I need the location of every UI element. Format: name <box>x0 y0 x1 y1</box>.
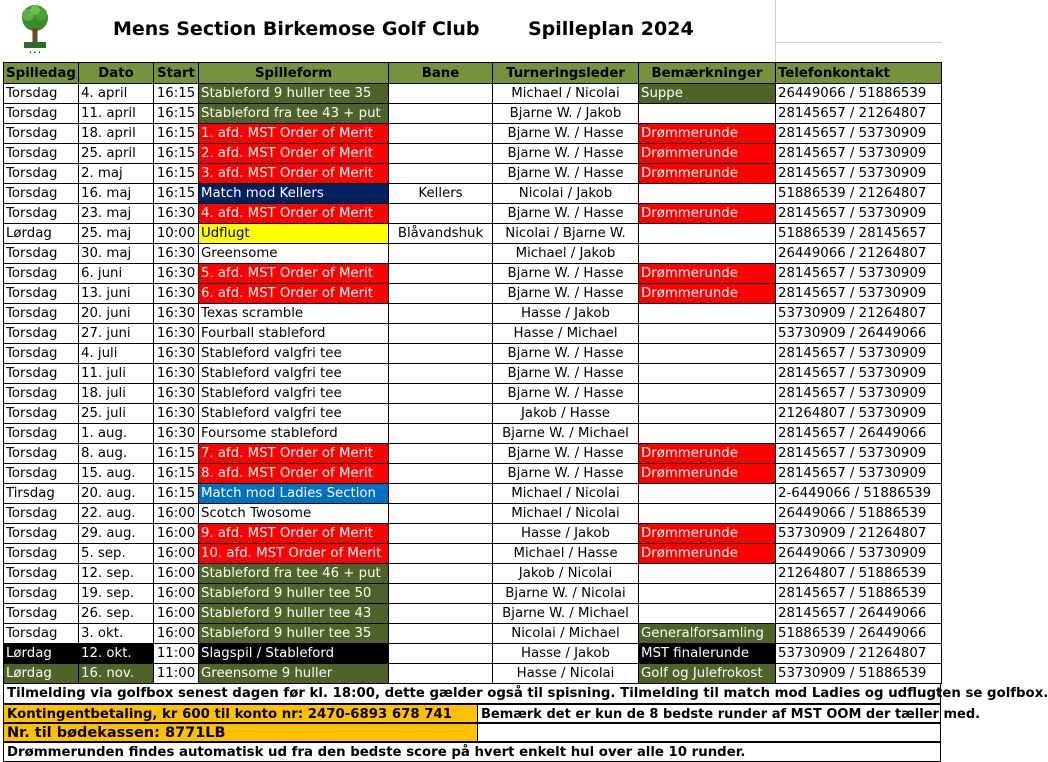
cell-format: Stableford valgfri tee <box>199 344 389 364</box>
cell-remark <box>639 344 776 364</box>
cell-date: 16. maj <box>79 184 154 204</box>
cell-course <box>389 344 493 364</box>
cell-start: 16:00 <box>154 584 199 604</box>
cell-day: Torsdag <box>4 524 79 544</box>
cell-day: Torsdag <box>4 184 79 204</box>
cell-remark: Drømmerunde <box>639 544 776 564</box>
cell-leader: Michael / Nicolai <box>493 484 639 504</box>
cell-date: 5. sep. <box>79 544 154 564</box>
cell-date: 11. april <box>79 104 154 124</box>
cell-day: Lørdag <box>4 664 79 684</box>
cell-format: Stableford fra tee 46 + put <box>199 564 389 584</box>
cell-day: Torsdag <box>4 624 79 644</box>
table-row <box>4 104 942 124</box>
cell-leader: Hasse / Jakob <box>493 304 639 324</box>
cell-day: Torsdag <box>4 564 79 584</box>
cell-phone: 28145657 / 53730909 <box>776 144 942 164</box>
cell-leader: Nicolai / Bjarne W. <box>493 224 639 244</box>
cell-course <box>389 164 493 184</box>
cell-course: Blåvandshuk <box>389 224 493 244</box>
cell-remark: Drømmerunde <box>639 464 776 484</box>
cell-remark <box>639 504 776 524</box>
cell-leader: Michael / Nicolai <box>493 504 639 524</box>
cell-day: Torsdag <box>4 464 79 484</box>
golf-club-tree-logo-icon <box>18 4 52 56</box>
cell-format: Stableford valgfri tee <box>199 404 389 424</box>
cell-start: 16:15 <box>154 444 199 464</box>
cell-day: Torsdag <box>4 84 79 104</box>
cell-start: 16:15 <box>154 484 199 504</box>
cell-phone: 53730909 / 21264807 <box>776 524 942 544</box>
cell-course <box>389 624 493 644</box>
cell-leader: Bjarne W. / Nicolai <box>493 584 639 604</box>
cell-phone: 28145657 / 26449066 <box>776 604 942 624</box>
cell-leader: Bjarne W. / Hasse <box>493 164 639 184</box>
cell-start: 16:30 <box>154 264 199 284</box>
cell-day: Torsdag <box>4 164 79 184</box>
cell-leader: Bjarne W. / Hasse <box>493 464 639 484</box>
cell-phone: 26449066 / 53730909 <box>776 544 942 564</box>
cell-day: Torsdag <box>4 424 79 444</box>
cell-date: 12. okt. <box>79 644 154 664</box>
cell-date: 3. okt. <box>79 624 154 644</box>
cell-remark: Drømmerunde <box>639 524 776 544</box>
footer-dream-round-note: Drømmerunden findes automatisk ud fra den bedste score på hvert enkelt hul over alle 10 runder. <box>3 742 941 762</box>
column-header: Spilledag <box>4 63 79 84</box>
cell-date: 20. aug. <box>79 484 154 504</box>
table-row <box>4 224 942 244</box>
cell-phone: 28145657 / 53730909 <box>776 264 942 284</box>
cell-leader: Bjarne W. / Michael <box>493 604 639 624</box>
cell-format: Stableford valgfri tee <box>199 364 389 384</box>
cell-date: 2. maj <box>79 164 154 184</box>
cell-format: 3. afd. MST Order of Merit <box>199 164 389 184</box>
schedule-table <box>3 62 942 684</box>
table-row <box>4 644 942 664</box>
cell-course <box>389 264 493 284</box>
cell-phone: 53730909 / 21264807 <box>776 304 942 324</box>
cell-leader: Bjarne W. / Hasse <box>493 124 639 144</box>
column-header: Bane <box>389 63 493 84</box>
cell-start: 16:00 <box>154 604 199 624</box>
cell-start: 16:30 <box>154 244 199 264</box>
cell-remark <box>639 384 776 404</box>
table-row <box>4 384 942 404</box>
column-header: Dato <box>79 63 154 84</box>
table-row <box>4 444 942 464</box>
cell-phone: 26449066 / 21264807 <box>776 244 942 264</box>
cell-course <box>389 524 493 544</box>
cell-phone: 28145657 / 53730909 <box>776 364 942 384</box>
cell-date: 18. juli <box>79 384 154 404</box>
cell-course <box>389 604 493 624</box>
cell-course <box>389 404 493 424</box>
cell-date: 12. sep. <box>79 564 154 584</box>
cell-phone: 26449066 / 51886539 <box>776 84 942 104</box>
footer-empty-cell <box>477 723 941 742</box>
table-header-row <box>4 63 942 84</box>
cell-course <box>389 664 493 684</box>
cell-format: 7. afd. MST Order of Merit <box>199 444 389 464</box>
table-row <box>4 484 942 504</box>
cell-remark: Drømmerunde <box>639 204 776 224</box>
cell-course <box>389 384 493 404</box>
cell-start: 16:15 <box>154 164 199 184</box>
cell-start: 11:00 <box>154 644 199 664</box>
cell-day: Torsdag <box>4 304 79 324</box>
cell-format: Stableford 9 huller tee 35 <box>199 84 389 104</box>
cell-start: 16:30 <box>154 364 199 384</box>
column-header: Spilleform <box>199 63 389 84</box>
table-row <box>4 144 942 164</box>
cell-remark: Drømmerunde <box>639 264 776 284</box>
cell-day: Torsdag <box>4 244 79 264</box>
cell-start: 16:30 <box>154 324 199 344</box>
cell-format: Stableford fra tee 43 + put <box>199 104 389 124</box>
cell-phone: 51886539 / 21264807 <box>776 184 942 204</box>
column-header: Start <box>154 63 199 84</box>
cell-phone: 51886539 / 26449066 <box>776 624 942 644</box>
cell-remark <box>639 364 776 384</box>
column-header: Bemærkninger <box>639 63 776 84</box>
cell-course <box>389 304 493 324</box>
cell-leader: Jakob / Nicolai <box>493 564 639 584</box>
cell-format: Scotch Twosome <box>199 504 389 524</box>
table-row <box>4 564 942 584</box>
cell-day: Torsdag <box>4 284 79 304</box>
cell-remark: Drømmerunde <box>639 164 776 184</box>
cell-remark <box>639 324 776 344</box>
table-row <box>4 124 942 144</box>
cell-day: Torsdag <box>4 204 79 224</box>
cell-leader: Bjarne W. / Michael <box>493 424 639 444</box>
cell-day: Lørdag <box>4 644 79 664</box>
cell-format: Foursome stableford <box>199 424 389 444</box>
cell-remark: Generalforsamling <box>639 624 776 644</box>
cell-course <box>389 544 493 564</box>
cell-format: Match mod Ladies Section <box>199 484 389 504</box>
cell-date: 25. april <box>79 144 154 164</box>
cell-date: 29. aug. <box>79 524 154 544</box>
cell-phone: 51886539 / 28145657 <box>776 224 942 244</box>
cell-remark: Drømmerunde <box>639 144 776 164</box>
cell-phone: 53730909 / 21264807 <box>776 644 942 664</box>
cell-remark <box>639 584 776 604</box>
cell-leader: Hasse / Michael <box>493 324 639 344</box>
cell-start: 16:00 <box>154 544 199 564</box>
divider <box>775 0 776 62</box>
cell-remark <box>639 404 776 424</box>
table-row <box>4 404 942 424</box>
cell-date: 16. nov. <box>79 664 154 684</box>
cell-format: 10. afd. MST Order of Merit <box>199 544 389 564</box>
cell-format: 5. afd. MST Order of Merit <box>199 264 389 284</box>
cell-start: 16:00 <box>154 504 199 524</box>
cell-phone: 28145657 / 21264807 <box>776 104 942 124</box>
cell-remark: Golf og Julefrokost <box>639 664 776 684</box>
cell-leader: Bjarne W. / Hasse <box>493 364 639 384</box>
cell-leader: Bjarne W. / Hasse <box>493 284 639 304</box>
cell-day: Torsdag <box>4 124 79 144</box>
cell-start: 16:00 <box>154 524 199 544</box>
cell-format: 1. afd. MST Order of Merit <box>199 124 389 144</box>
cell-format: 9. afd. MST Order of Merit <box>199 524 389 544</box>
cell-start: 16:15 <box>154 124 199 144</box>
cell-leader: Bjarne W. / Hasse <box>493 264 639 284</box>
cell-phone: 28145657 / 51886539 <box>776 584 942 604</box>
table-row <box>4 424 942 444</box>
cell-leader: Hasse / Jakob <box>493 524 639 544</box>
table-row <box>4 624 942 644</box>
cell-phone: 28145657 / 53730909 <box>776 384 942 404</box>
cell-date: 1. aug. <box>79 424 154 444</box>
cell-date: 25. maj <box>79 224 154 244</box>
cell-leader: Bjarne W. / Jakob <box>493 104 639 124</box>
cell-day: Torsdag <box>4 504 79 524</box>
cell-leader: Nicolai / Michael <box>493 624 639 644</box>
cell-remark: Drømmerunde <box>639 124 776 144</box>
cell-start: 10:00 <box>154 224 199 244</box>
cell-phone: 53730909 / 26449066 <box>776 324 942 344</box>
cell-day: Torsdag <box>4 584 79 604</box>
table-row <box>4 664 942 684</box>
cell-day: Torsdag <box>4 544 79 564</box>
cell-date: 4. juli <box>79 344 154 364</box>
svg-text:• • •: • • • <box>28 50 42 56</box>
cell-date: 30. maj <box>79 244 154 264</box>
table-row <box>4 544 942 564</box>
title-bar <box>0 0 942 62</box>
cell-remark <box>639 184 776 204</box>
table-row <box>4 344 942 364</box>
cell-start: 16:15 <box>154 144 199 164</box>
cell-format: Udflugt <box>199 224 389 244</box>
cell-leader: Michael / Hasse <box>493 544 639 564</box>
table-row <box>4 324 942 344</box>
cell-phone: 28145657 / 53730909 <box>776 344 942 364</box>
cell-date: 27. juni <box>79 324 154 344</box>
cell-date: 8. aug. <box>79 444 154 464</box>
cell-remark: Drømmerunde <box>639 284 776 304</box>
table-row <box>4 244 942 264</box>
cell-day: Torsdag <box>4 344 79 364</box>
cell-phone: 28145657 / 53730909 <box>776 284 942 304</box>
cell-start: 16:30 <box>154 284 199 304</box>
cell-course <box>389 484 493 504</box>
table-row <box>4 524 942 544</box>
cell-phone: 28145657 / 53730909 <box>776 444 942 464</box>
cell-date: 19. sep. <box>79 584 154 604</box>
footer-fine-account: Nr. til bødekassen: 8771LB <box>3 723 478 742</box>
table-row <box>4 364 942 384</box>
cell-remark <box>639 244 776 264</box>
table-row <box>4 464 942 484</box>
cell-course <box>389 464 493 484</box>
cell-phone: 53730909 / 51886539 <box>776 664 942 684</box>
cell-start: 16:15 <box>154 84 199 104</box>
cell-start: 16:30 <box>154 424 199 444</box>
cell-date: 26. sep. <box>79 604 154 624</box>
table-row <box>4 204 942 224</box>
cell-day: Torsdag <box>4 264 79 284</box>
cell-remark <box>639 104 776 124</box>
table-row <box>4 604 942 624</box>
cell-day: Torsdag <box>4 444 79 464</box>
cell-date: 11. juli <box>79 364 154 384</box>
cell-course <box>389 564 493 584</box>
cell-course: Kellers <box>389 184 493 204</box>
cell-date: 23. maj <box>79 204 154 224</box>
cell-phone: 26449066 / 51886539 <box>776 504 942 524</box>
page-subtitle: Spilleplan 2024 <box>528 18 694 40</box>
cell-leader: Michael / Jakob <box>493 244 639 264</box>
cell-phone: 28145657 / 26449066 <box>776 424 942 444</box>
cell-format: Texas scramble <box>199 304 389 324</box>
cell-phone: 21264807 / 53730909 <box>776 404 942 424</box>
cell-date: 13. juni <box>79 284 154 304</box>
footer-signup-note: Tilmelding via golfbox senest dagen før kl. 18:00, dette gælder også til spisning. Tilmelding til match mod Ladies og udflugten se golfbox. <box>3 683 941 704</box>
cell-remark <box>639 304 776 324</box>
cell-course <box>389 644 493 664</box>
column-header: Turneringsleder <box>493 63 639 84</box>
cell-format: Greensome 9 huller <box>199 664 389 684</box>
cell-course <box>389 144 493 164</box>
cell-start: 16:30 <box>154 384 199 404</box>
cell-format: Stableford valgfri tee <box>199 384 389 404</box>
cell-date: 22. aug. <box>79 504 154 524</box>
table-row <box>4 84 942 104</box>
cell-format: Stableford 9 huller tee 35 <box>199 624 389 644</box>
cell-day: Torsdag <box>4 144 79 164</box>
column-header: Telefonkontakt <box>776 63 942 84</box>
cell-remark <box>639 484 776 504</box>
cell-day: Lørdag <box>4 224 79 244</box>
cell-phone: 21264807 / 51886539 <box>776 564 942 584</box>
cell-leader: Nicolai / Jakob <box>493 184 639 204</box>
cell-course <box>389 504 493 524</box>
cell-format: 4. afd. MST Order of Merit <box>199 204 389 224</box>
cell-phone: 28145657 / 53730909 <box>776 124 942 144</box>
table-row <box>4 584 942 604</box>
cell-format: 2. afd. MST Order of Merit <box>199 144 389 164</box>
cell-course <box>389 444 493 464</box>
cell-remark: Suppe <box>639 84 776 104</box>
cell-format: Slagspil / Stableford <box>199 644 389 664</box>
cell-remark <box>639 224 776 244</box>
cell-date: 18. april <box>79 124 154 144</box>
cell-phone: 28145657 / 53730909 <box>776 464 942 484</box>
cell-day: Torsdag <box>4 604 79 624</box>
table-row <box>4 164 942 184</box>
cell-start: 16:15 <box>154 184 199 204</box>
cell-course <box>389 104 493 124</box>
cell-format: 6. afd. MST Order of Merit <box>199 284 389 304</box>
cell-remark <box>639 564 776 584</box>
cell-remark <box>639 604 776 624</box>
divider <box>775 42 942 43</box>
cell-leader: Bjarne W. / Hasse <box>493 204 639 224</box>
table-row <box>4 264 942 284</box>
cell-course <box>389 204 493 224</box>
cell-date: 4. april <box>79 84 154 104</box>
cell-day: Torsdag <box>4 384 79 404</box>
cell-course <box>389 284 493 304</box>
cell-course <box>389 84 493 104</box>
cell-day: Torsdag <box>4 104 79 124</box>
footer-payment: Kontingentbetaling, kr 600 til konto nr: 2470-6893 678 741 <box>3 704 478 723</box>
cell-leader: Hasse / Nicolai <box>493 664 639 684</box>
cell-day: Torsdag <box>4 404 79 424</box>
cell-day: Torsdag <box>4 324 79 344</box>
cell-remark <box>639 424 776 444</box>
cell-remark: MST finalerunde <box>639 644 776 664</box>
cell-format: Fourball stableford <box>199 324 389 344</box>
cell-leader: Bjarne W. / Hasse <box>493 144 639 164</box>
cell-date: 15. aug. <box>79 464 154 484</box>
cell-start: 16:30 <box>154 344 199 364</box>
cell-phone: 2-6449066 / 51886539 <box>776 484 942 504</box>
cell-format: 8. afd. MST Order of Merit <box>199 464 389 484</box>
cell-start: 16:30 <box>154 304 199 324</box>
cell-date: 25. juli <box>79 404 154 424</box>
cell-start: 11:00 <box>154 664 199 684</box>
table-row <box>4 504 942 524</box>
table-row <box>4 284 942 304</box>
cell-remark: Drømmerunde <box>639 444 776 464</box>
cell-format: Stableford 9 huller tee 43 <box>199 604 389 624</box>
cell-format: Greensome <box>199 244 389 264</box>
cell-leader: Michael / Nicolai <box>493 84 639 104</box>
cell-phone: 28145657 / 53730909 <box>776 164 942 184</box>
cell-course <box>389 124 493 144</box>
page-title: Mens Section Birkemose Golf Club <box>113 18 480 40</box>
cell-leader: Jakob / Hasse <box>493 404 639 424</box>
cell-date: 6. juni <box>79 264 154 284</box>
table-row <box>4 184 942 204</box>
cell-format: Stableford 9 huller tee 50 <box>199 584 389 604</box>
cell-leader: Bjarne W. / Hasse <box>493 444 639 464</box>
cell-start: 16:30 <box>154 204 199 224</box>
cell-start: 16:15 <box>154 104 199 124</box>
cell-course <box>389 324 493 344</box>
cell-leader: Hasse / Jakob <box>493 644 639 664</box>
cell-course <box>389 244 493 264</box>
cell-date: 20. juni <box>79 304 154 324</box>
cell-course <box>389 364 493 384</box>
cell-day: Torsdag <box>4 364 79 384</box>
cell-leader: Bjarne W. / Hasse <box>493 344 639 364</box>
table-row <box>4 304 942 324</box>
cell-phone: 28145657 / 53730909 <box>776 204 942 224</box>
cell-course <box>389 424 493 444</box>
cell-start: 16:00 <box>154 564 199 584</box>
cell-start: 16:30 <box>154 404 199 424</box>
cell-day: Tirsdag <box>4 484 79 504</box>
footer-payment-note: Bemærk det er kun de 8 bedste runder af MST OOM der tæller med. <box>477 704 941 723</box>
cell-leader: Bjarne W. / Hasse <box>493 384 639 404</box>
cell-course <box>389 584 493 604</box>
cell-start: 16:15 <box>154 464 199 484</box>
cell-format: Match mod Kellers <box>199 184 389 204</box>
cell-start: 16:00 <box>154 624 199 644</box>
